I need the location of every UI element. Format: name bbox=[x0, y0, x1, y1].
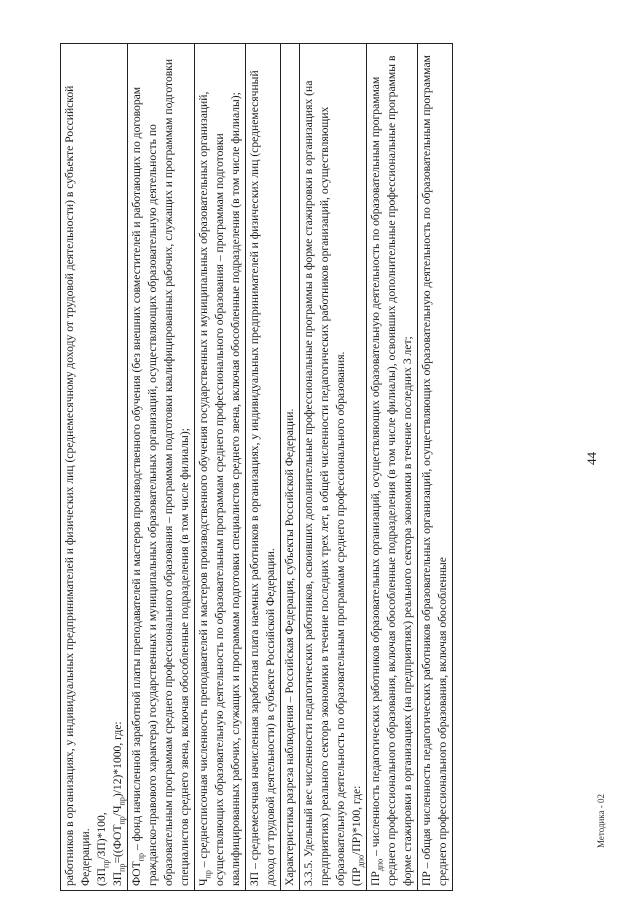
table-row bbox=[128, 44, 195, 891]
table-cell: $ПР_{дпо}$ – численность педагогических работников образовательных организаций, осуществляющих образовательную деятельность по образовательным программам среднего профессионального образования, включая обособленные подразделения (в том числе филиалы), освоивших дополнительные профессиональные программы в форме стажировки в организациях (на предприятиях) реального сектора экономики в течение последних 3 лет; bbox=[367, 44, 418, 891]
formula: $(ПР_{дпо}/ПР)*100$, где: bbox=[350, 785, 366, 886]
table-cell: $ФОТ_{пр}$ – фонд начисленной заработной платы преподавателей и мастеров производственного обучения (без внешних совместителей и работающих по договорам гражданско-правового характера) государственных и муниципальных образовательных организаций, осуществляющих образовательную деятельность по образовательным программам среднего профессионального образования – программам подготовки квалифицированных рабочих, служащих и программам подготовки специалистов среднего звена, включая обособленные подразделения (в том числе филиалы); bbox=[128, 44, 195, 891]
paragraph: 3.3.5. Удельный вес численности педагогических работников, освоивших дополнительные профессиональные программы в форме стажировки в организациях (на предприятиях) реального сектора экономики в течение последних трех лет, в общей численности педагогических работников организаций, осуществляющих образовательную деятельность по образовательным программам среднего профессионального образования. bbox=[302, 80, 347, 886]
table-row bbox=[61, 44, 128, 891]
document-table bbox=[60, 43, 453, 891]
formula: $(ЗП_{пр}/ЗП)*100$, bbox=[95, 812, 111, 886]
paragraph: работников в организациях, у индивидуальных предпринимателей и физических лиц (среднемесячному доходу от трудовой деятельности) в субъекте Российской Федерации. bbox=[63, 85, 92, 886]
table-cell: ПР – общая численность педагогических работников образовательных организаций, осуществляющих образовательную деятельность по образовательным программам среднего профессионального образования, включая обособленные bbox=[418, 44, 453, 891]
table-cell bbox=[300, 44, 367, 891]
formula: $ЗП_{пр}=((ФОТ_{пр}/Ч_{пр})/12)*1000$, где: bbox=[111, 721, 127, 886]
table-cell: ЗП – среднемесячная начисленная заработная плата наемных работников в организациях, у индивидуальных предпринимателей и физических лиц (среднемесячный доход от трудовой деятельности) в субъекте Российской Федерации. bbox=[246, 44, 281, 891]
document-footer: Методика - 02 bbox=[596, 793, 606, 848]
table-row bbox=[281, 44, 300, 891]
table-row bbox=[195, 44, 246, 891]
table-row bbox=[300, 44, 367, 891]
table-row bbox=[418, 44, 453, 891]
table-row bbox=[246, 44, 281, 891]
page-number: 44 bbox=[584, 452, 599, 465]
table-row bbox=[367, 44, 418, 891]
table-cell: $Ч_{пр}$ – среднесписочная численность преподавателей и мастеров производственного обучения государственных и муниципальных образовательных организаций, осуществляющих образовательную деятельность по образовательным программам среднего профессионального образования – программам подготовки квалифицированных рабочих, служащих и программам подготовки специалистов среднего звена, включая обособленные подразделения (в том числе филиалы); bbox=[195, 44, 246, 891]
table-cell: Характеристика разреза наблюдения – Российская Федерация, субъекты Российской Федерации. bbox=[281, 44, 300, 891]
table-cell bbox=[61, 44, 128, 891]
